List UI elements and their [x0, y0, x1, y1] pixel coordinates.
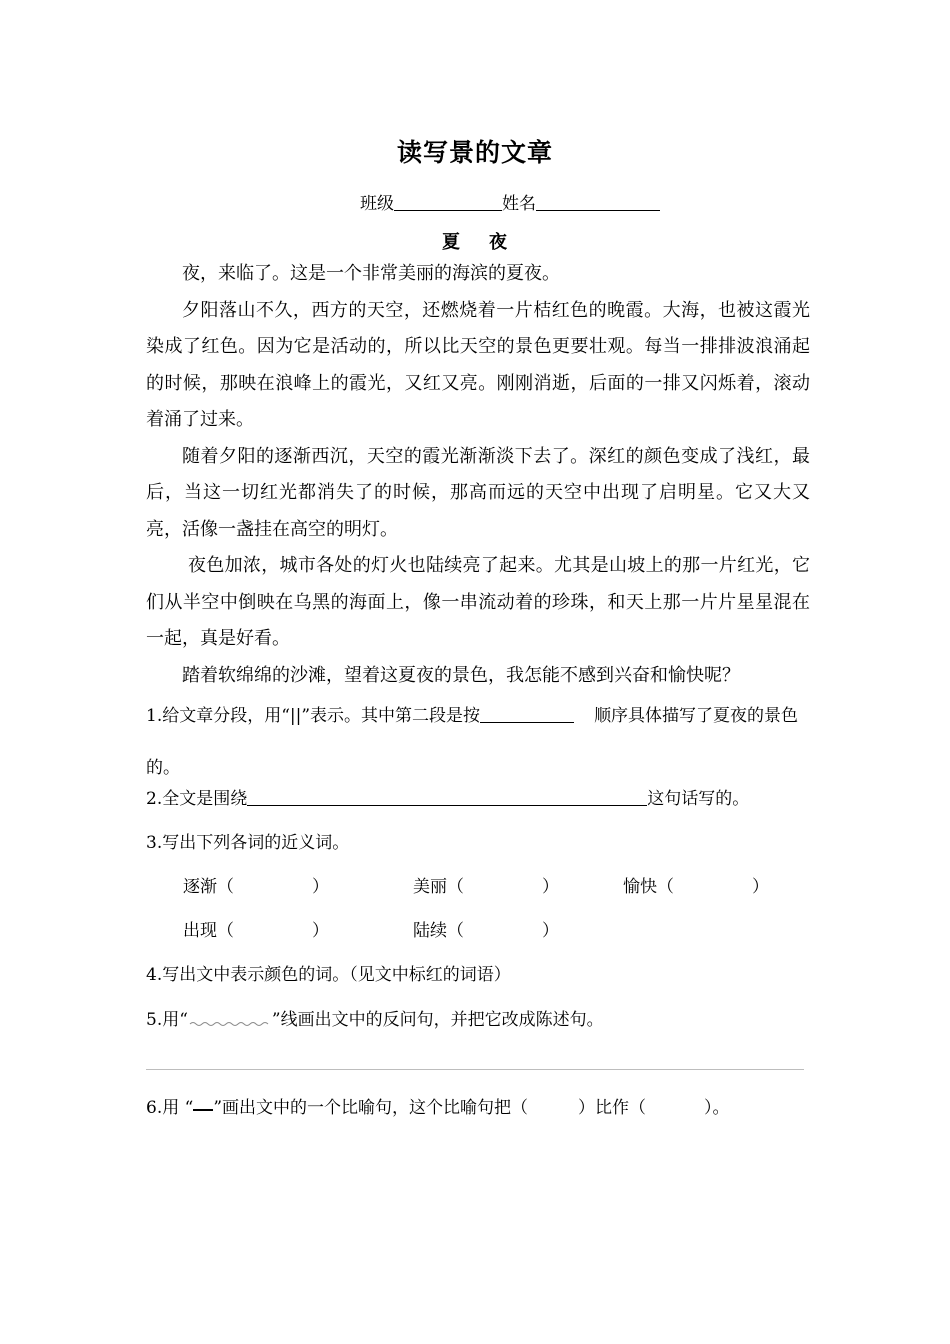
synonym-item	[413, 916, 559, 941]
question-1-text-a: 1.给文章分段，用“||”表示。其中第二段是按	[146, 706, 481, 726]
paren-open: （	[217, 921, 234, 941]
question-2-blank[interactable]	[247, 789, 647, 806]
question-4: 4.写出文中表示颜色的词。（见文中标红的词语）	[146, 965, 511, 985]
question-5-text-b: ”线画出文中的反问句，并把它改成陈述句。	[271, 1010, 604, 1030]
paren-close: ）	[752, 877, 769, 897]
paren-open: （	[447, 921, 464, 941]
underline-mark-icon	[193, 1097, 213, 1111]
paren-open: （	[447, 877, 464, 897]
question-1	[146, 690, 810, 794]
paragraph-4: 夜色加浓，城市各处的灯火也陆续亮了起来。尤其是山坡上的那一片红光，它们从半空中倒映在乌黑的海面上，像一串流动着的珍珠，和天上那一片片星星混在一起，真是好看。	[146, 555, 810, 649]
paragraph-5: 踏着软绵绵的沙滩，望着这夏夜的景色，我怎能不感到兴奋和愉快呢？	[182, 664, 740, 686]
name-label: 姓名	[502, 194, 536, 214]
paren-close: ）	[312, 921, 329, 941]
question-5	[146, 1005, 604, 1030]
worksheet-title: 读写景的文章	[396, 138, 553, 167]
question-6-text-b: ”画出文中的一个比喻句，这个比喻句把（	[213, 1098, 529, 1118]
paren-close: ）	[542, 877, 559, 897]
question-6	[146, 1093, 730, 1118]
paragraph-2: 夕阳落山不久，西方的天空，还燃烧着一片桔红色的晚霞。大海，也被这霞光染成了红色。因为它是活动的，所以比天空的景色更要壮观。每当一排排波浪涌起的时候，那映在浪峰上的霞光，又红又亮。刚刚消逝，后面的一排又闪烁着，滚动着涌了过来。	[146, 299, 810, 430]
question-6-text-a: 6.用 “	[146, 1098, 194, 1118]
passage-title-char-1: 夏	[442, 232, 461, 253]
question-6-text-d: ）。	[704, 1098, 730, 1118]
question-2-text-a: 2.全文是围绕	[146, 789, 248, 809]
synonym-word: 出现	[183, 921, 217, 941]
question-1-text-b: 顺序具体描写了夏夜的景色的。	[146, 706, 799, 778]
paren-open: （	[217, 877, 234, 897]
synonym-item	[183, 916, 329, 941]
synonym-word: 愉快	[623, 877, 657, 897]
paren-open: （	[657, 877, 674, 897]
synonym-word: 陆续	[413, 921, 447, 941]
synonym-item	[413, 872, 559, 897]
passage-title	[0, 228, 950, 254]
name-blank[interactable]	[536, 194, 660, 211]
question-3: 3.写出下列各词的近义词。	[146, 833, 350, 853]
question-1-blank[interactable]	[480, 706, 574, 723]
answer-line[interactable]	[146, 1069, 804, 1070]
paragraph-1: 夜，来临了。这是一个非常美丽的海滨的夏夜。	[182, 263, 560, 284]
passage-title-char-2: 夜	[489, 232, 508, 253]
question-6-text-c: ）比作（	[578, 1098, 647, 1118]
paren-close: ）	[312, 877, 329, 897]
passage-body	[146, 256, 810, 694]
wavy-line-icon	[188, 1013, 272, 1027]
paren-close: ）	[542, 921, 559, 941]
synonym-item	[623, 872, 769, 897]
question-5-text-a: 5.用“	[146, 1010, 188, 1030]
synonym-word: 美丽	[413, 877, 447, 897]
synonym-item	[183, 872, 329, 897]
question-2-text-b: 这句话写的。	[647, 789, 750, 809]
question-2	[146, 784, 749, 809]
class-name-line	[360, 189, 660, 214]
synonym-word: 逐渐	[183, 877, 217, 897]
class-label: 班级	[360, 194, 394, 214]
class-blank[interactable]	[394, 194, 502, 211]
paragraph-3: 随着夕阳的逐渐西沉，天空的霞光渐渐淡下去了。深红的颜色变成了浅红，最后，当这一切红光都消失了的时候，那高而远的天空中出现了启明星。它又大又亮，活像一盏挂在高空的明灯。	[146, 445, 810, 540]
